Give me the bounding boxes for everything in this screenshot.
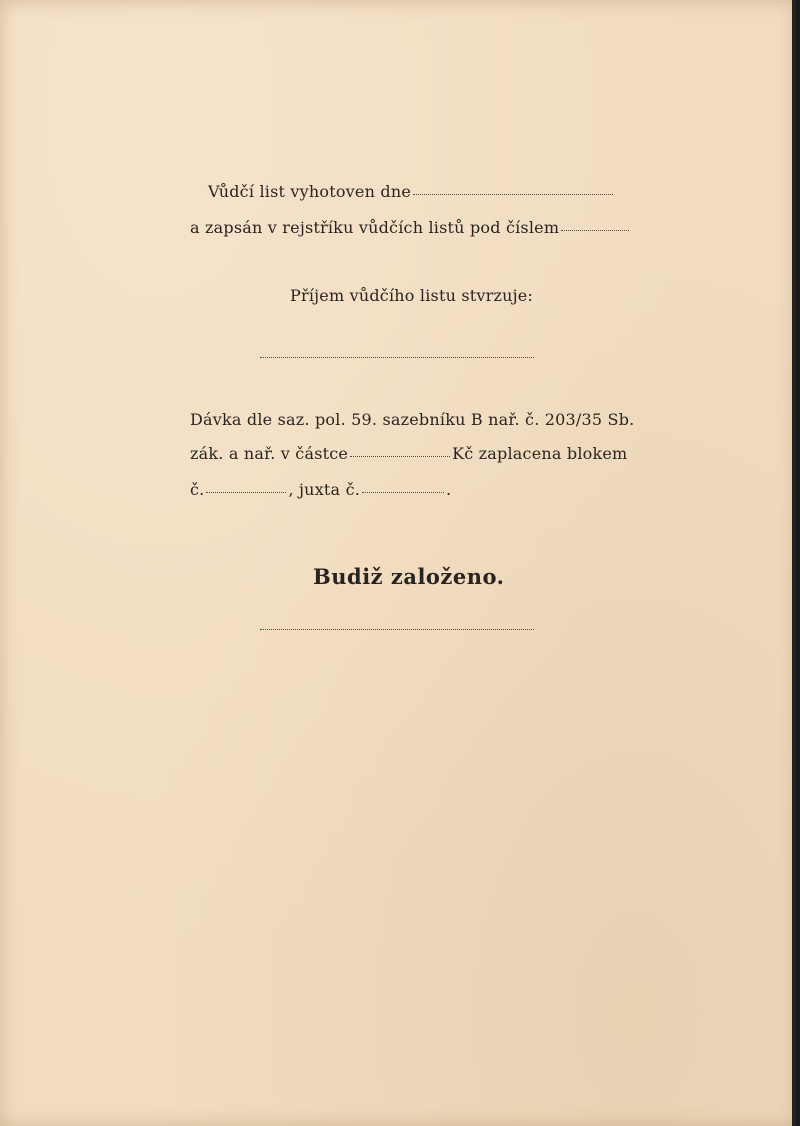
fee-text-2-suffix: Kč zaplacena blokem — [452, 444, 628, 463]
page-edge — [792, 0, 796, 1126]
registered-label: a zapsán v rejstříku vůdčích listů pod číslem — [190, 218, 560, 237]
receipt-line — [290, 286, 533, 306]
fee-line-1 — [190, 410, 634, 430]
issued-line — [208, 182, 615, 202]
fee-text-3-middle: , juxta č. — [288, 480, 361, 499]
fee-text-3-prefix: č. — [190, 480, 205, 499]
receipt-label: Příjem vůdčího listu stvrzuje: — [290, 286, 534, 305]
signature-line — [260, 356, 534, 358]
registered-line — [190, 218, 631, 238]
fee-text-1: Dávka dle saz. pol. 59. sazebníku B nař. č. 203/35 Sb. — [190, 410, 635, 429]
fee-text-3-suffix: . — [446, 480, 452, 499]
amount-blank — [350, 455, 450, 457]
issued-date-blank — [413, 193, 613, 195]
fee-line-2 — [190, 444, 627, 464]
issued-label: Vůdčí list vyhotoven dne — [208, 182, 411, 201]
block-number-blank — [206, 491, 286, 493]
register-number-blank — [561, 229, 629, 231]
closing-signature-line — [260, 628, 534, 630]
fee-text-2-prefix: zák. a nař. v částce — [190, 444, 349, 463]
juxta-number-blank — [362, 491, 444, 493]
closing-title: Budiž založeno. — [313, 564, 505, 589]
fee-line-3 — [190, 480, 451, 500]
